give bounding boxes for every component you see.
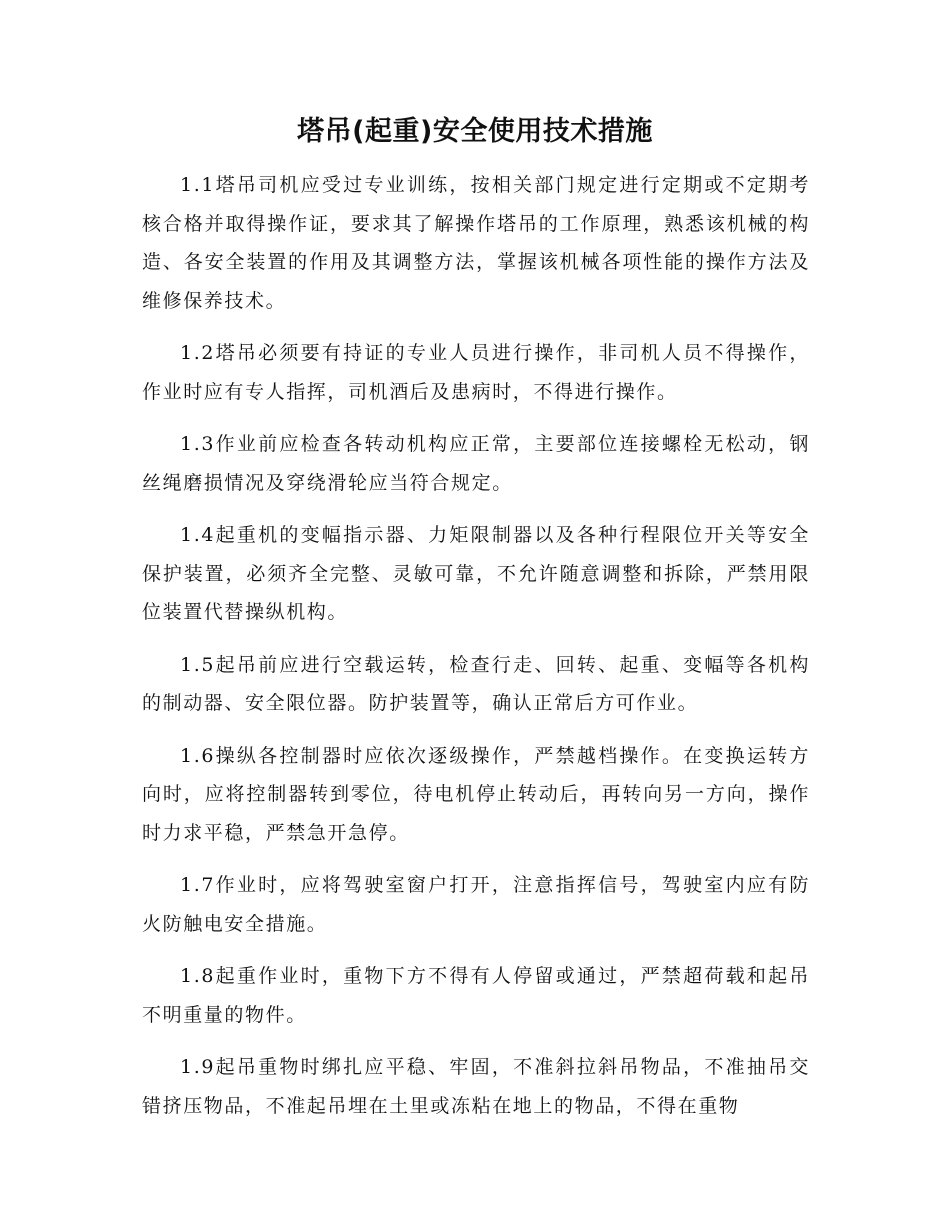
paragraph-1-3: 1.3作业前应检查各转动机构应正常，主要部位连接螺栓无松动，钢丝绳磨损情况及穿绕滑轮应当符合规定。 xyxy=(142,433,810,494)
page-title: 塔吊(起重)安全使用技术措施 xyxy=(297,116,653,147)
paragraph-1-8: 1.8起重作业时，重物下方不得有人停留或通过，严禁超荷载和起吊不明重量的物件。 xyxy=(142,965,810,1026)
paragraph-1-4: 1.4起重机的变幅指示器、力矩限制器以及各种行程限位开关等安全保护装置，必须齐全完整、灵敏可靠，不允许随意调整和拆除，严禁用限位装置代替操纵机构。 xyxy=(142,524,810,623)
paragraph-1-6: 1.6操纵各控制器时应依次逐级操作，严禁越档操作。在变换运转方向时，应将控制器转到零位，待电机停止转动后，再转向另一方向，操作时力求平稳，严禁急开急停。 xyxy=(142,744,810,844)
paragraph-1-7: 1.7作业时，应将驾驶室窗户打开，注意指挥信号，驾驶室内应有防火防触电安全措施。 xyxy=(142,874,810,935)
document-body xyxy=(142,166,810,1139)
paragraph-1-5: 1.5起吊前应进行空载运转，检查行走、回转、起重、变幅等各机构的制动器、安全限位器。防护装置等，确认正常后方可作业。 xyxy=(142,653,810,714)
paragraph-1-2: 1.2塔吊必须要有持证的专业人员进行操作，非司机人员不得操作，作业时应有专人指挥，司机酒后及患病时，不得进行操作。 xyxy=(142,342,810,403)
paragraph-1-1: 1.1塔吊司机应受过专业训练，按相关部门规定进行定期或不定期考核合格并取得操作证，要求其了解操作塔吊的工作原理，熟悉该机械的构造、各安全装置的作用及其调整方法，掌握该机械各项性能的操作方法及维修保养技术。 xyxy=(142,174,810,312)
paragraph-1-9: 1.9起吊重物时绑扎应平稳、牢固，不准斜拉斜吊物品，不准抽吊交错挤压物品，不准起吊埋在土里或冻粘在地上的物品，不得在重物 xyxy=(142,1056,810,1117)
